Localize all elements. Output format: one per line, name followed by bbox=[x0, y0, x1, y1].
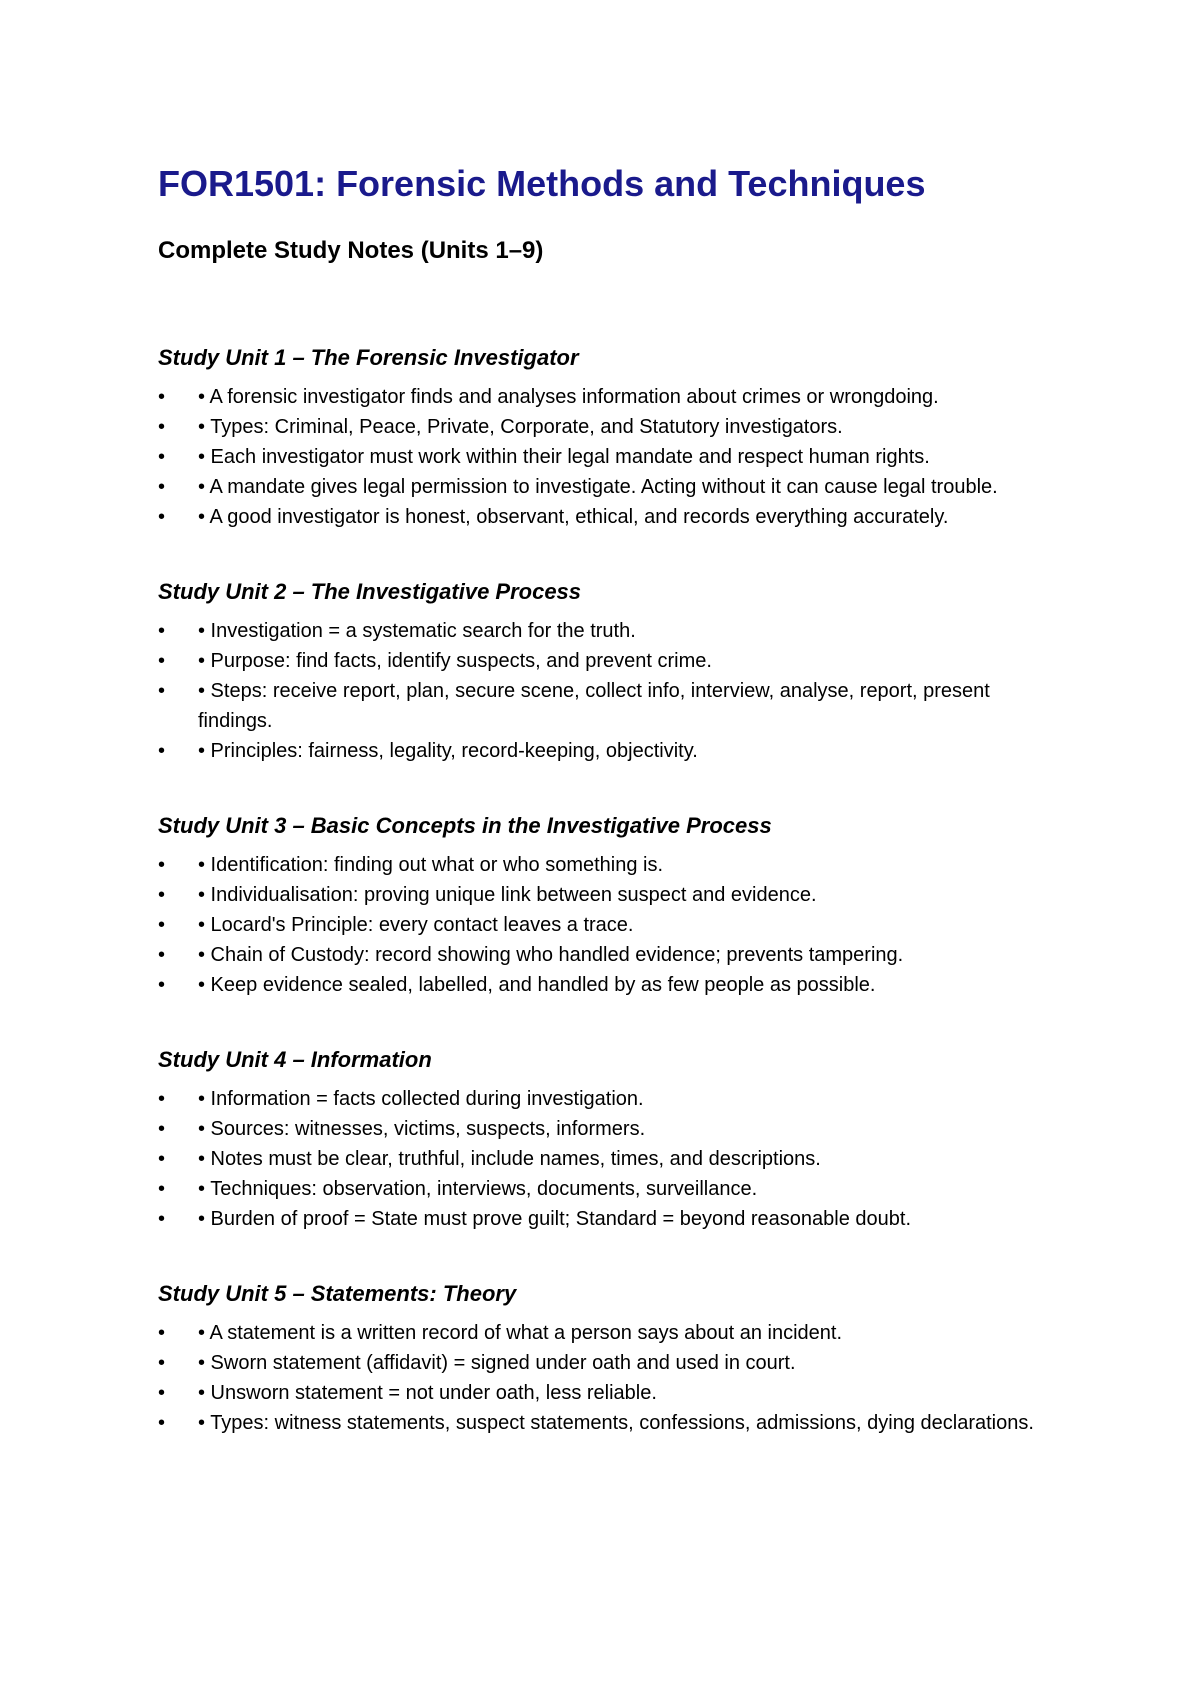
list-item bbox=[158, 412, 1058, 442]
list-item bbox=[158, 1348, 1058, 1378]
list-item-text: • Locard's Principle: every contact leaves a trace. bbox=[198, 914, 634, 936]
bullet-icon: • bbox=[158, 1148, 166, 1170]
unit-heading: Study Unit 4 – Information bbox=[158, 1047, 432, 1072]
list-item-text: • A good investigator is honest, observant, ethical, and records everything accurately. bbox=[198, 506, 949, 528]
list-item bbox=[158, 472, 1058, 502]
list-item-text: • Chain of Custody: record showing who handled evidence; prevents tampering. bbox=[198, 944, 904, 966]
list-item bbox=[158, 880, 1058, 910]
study-unit-4 bbox=[158, 1046, 1058, 1234]
list-item-text: • Steps: receive report, plan, secure scene, collect info, interview, analyse, report, present findings. bbox=[198, 680, 990, 732]
document-title: FOR1501: Forensic Methods and Techniques bbox=[158, 163, 926, 204]
list-item bbox=[158, 382, 1058, 412]
bullet-icon: • bbox=[158, 386, 166, 408]
list-item bbox=[158, 910, 1058, 940]
list-item bbox=[158, 1408, 1058, 1438]
study-units bbox=[158, 344, 1058, 1438]
list-item bbox=[158, 1084, 1058, 1114]
study-unit-1 bbox=[158, 344, 1058, 532]
study-unit-3 bbox=[158, 812, 1058, 1000]
bullet-list bbox=[158, 382, 1058, 532]
unit-heading: Study Unit 3 – Basic Concepts in the Investigative Process bbox=[158, 813, 772, 838]
list-item bbox=[158, 940, 1058, 970]
list-item-text: • Investigation = a systematic search for the truth. bbox=[198, 620, 636, 642]
list-item-text: • Sources: witnesses, victims, suspects, informers. bbox=[198, 1118, 646, 1140]
list-item-text: • Identification: finding out what or who something is. bbox=[198, 854, 664, 876]
bullet-icon: • bbox=[158, 944, 166, 966]
list-item-text: • Each investigator must work within their legal mandate and respect human rights. bbox=[198, 446, 930, 468]
list-item bbox=[158, 1378, 1058, 1408]
bullet-icon: • bbox=[158, 446, 166, 468]
bullet-icon: • bbox=[158, 1088, 166, 1110]
list-item bbox=[158, 442, 1058, 472]
bullet-icon: • bbox=[158, 506, 166, 528]
bullet-icon: • bbox=[158, 914, 166, 936]
list-item bbox=[158, 970, 1058, 1000]
list-item bbox=[158, 646, 1058, 676]
unit-heading: Study Unit 2 – The Investigative Process bbox=[158, 579, 582, 604]
bullet-icon: • bbox=[158, 1382, 166, 1404]
bullet-list bbox=[158, 1318, 1058, 1438]
bullet-icon: • bbox=[158, 680, 166, 702]
bullet-icon: • bbox=[158, 854, 166, 876]
list-item-text: • Types: Criminal, Peace, Private, Corporate, and Statutory investigators. bbox=[198, 416, 843, 438]
list-item bbox=[158, 1174, 1058, 1204]
bullet-icon: • bbox=[158, 884, 166, 906]
list-item bbox=[158, 1144, 1058, 1174]
list-item-text: • Notes must be clear, truthful, include names, times, and descriptions. bbox=[198, 1148, 821, 1170]
list-item bbox=[158, 502, 1058, 532]
bullet-icon: • bbox=[158, 620, 166, 642]
list-item-text: • Individualisation: proving unique link between suspect and evidence. bbox=[198, 884, 817, 906]
bullet-icon: • bbox=[158, 740, 166, 762]
bullet-list bbox=[158, 1084, 1058, 1234]
list-item-text: • Unsworn statement = not under oath, less reliable. bbox=[198, 1382, 657, 1404]
list-item bbox=[158, 1204, 1058, 1234]
list-item bbox=[158, 616, 1058, 646]
list-item-text: • Sworn statement (affidavit) = signed under oath and used in court. bbox=[198, 1352, 796, 1374]
document-page bbox=[158, 150, 1058, 1438]
bullet-icon: • bbox=[158, 1178, 166, 1200]
list-item bbox=[158, 850, 1058, 880]
list-item-text: • Information = facts collected during investigation. bbox=[198, 1088, 644, 1110]
document-subtitle: Complete Study Notes (Units 1–9) bbox=[158, 237, 544, 264]
list-item-text: • Burden of proof = State must prove guilt; Standard = beyond reasonable doubt. bbox=[198, 1208, 912, 1230]
bullet-icon: • bbox=[158, 1118, 166, 1140]
bullet-icon: • bbox=[158, 1208, 166, 1230]
bullet-icon: • bbox=[158, 1352, 166, 1374]
list-item bbox=[158, 676, 1058, 736]
list-item-text: • Purpose: find facts, identify suspects, and prevent crime. bbox=[198, 650, 712, 672]
study-unit-5 bbox=[158, 1280, 1058, 1438]
unit-heading: Study Unit 5 – Statements: Theory bbox=[158, 1281, 517, 1306]
bullet-icon: • bbox=[158, 650, 166, 672]
list-item bbox=[158, 1114, 1058, 1144]
list-item-text: • Principles: fairness, legality, record-keeping, objectivity. bbox=[198, 740, 698, 762]
list-item-text: • A mandate gives legal permission to investigate. Acting without it can cause legal trouble. bbox=[198, 476, 998, 498]
list-item-text: • Types: witness statements, suspect statements, confessions, admissions, dying declarations. bbox=[198, 1412, 1034, 1434]
unit-heading: Study Unit 1 – The Forensic Investigator bbox=[158, 345, 579, 370]
bullet-icon: • bbox=[158, 416, 166, 438]
list-item-text: • Keep evidence sealed, labelled, and handled by as few people as possible. bbox=[198, 974, 876, 996]
study-unit-2 bbox=[158, 578, 1058, 766]
list-item-text: • A forensic investigator finds and analyses information about crimes or wrongdoing. bbox=[198, 386, 939, 408]
bullet-list bbox=[158, 850, 1058, 1000]
list-item bbox=[158, 736, 1058, 766]
list-item bbox=[158, 1318, 1058, 1348]
list-item-text: • Techniques: observation, interviews, documents, surveillance. bbox=[198, 1178, 758, 1200]
list-item-text: • A statement is a written record of what a person says about an incident. bbox=[198, 1322, 843, 1344]
bullet-icon: • bbox=[158, 476, 166, 498]
bullet-icon: • bbox=[158, 1412, 166, 1434]
bullet-icon: • bbox=[158, 974, 166, 996]
bullet-list bbox=[158, 616, 1058, 766]
bullet-icon: • bbox=[158, 1322, 166, 1344]
